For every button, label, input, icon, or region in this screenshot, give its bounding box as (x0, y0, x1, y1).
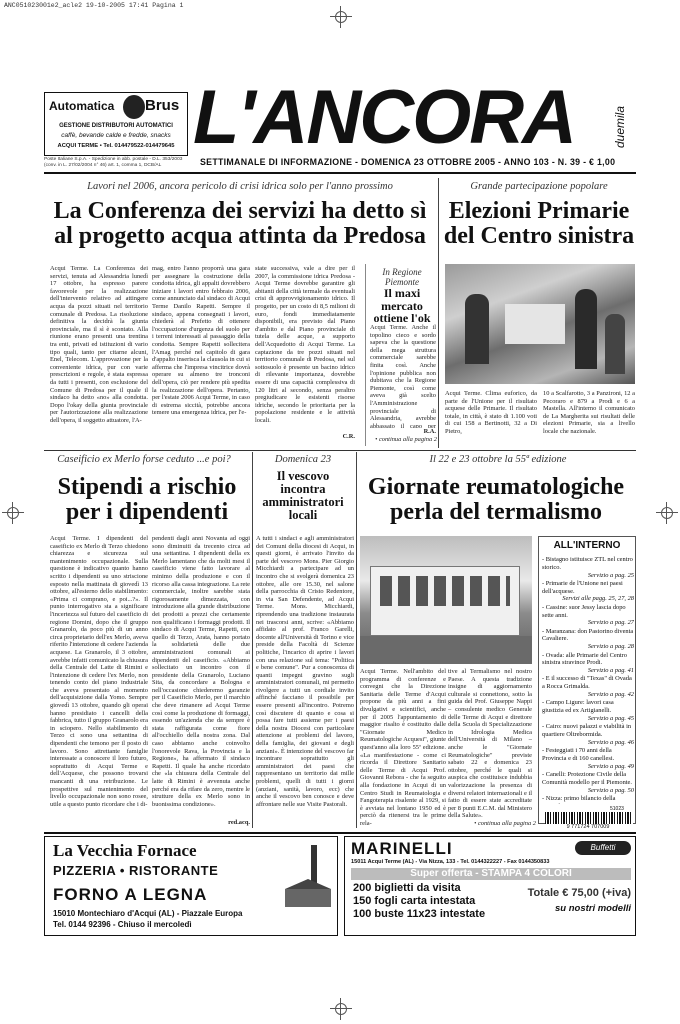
marinelli-item-1: 200 biglietti da visita (353, 882, 461, 894)
story1-headline[interactable]: La Conferenza dei servizi ha detto sì al progetto acqua attinta da Predosa (53, 198, 427, 250)
vescovo-headline[interactable]: Il vescovo incontra amministratori locali (262, 469, 344, 523)
interno-item[interactable]: - Cairo: nuovi palazzi e viabilità in quartiere Oltrebormida. Servizio a pag. 46 (542, 723, 634, 746)
ad-line-3: ACQUI TERME • Tel. 014479522-014479645 (57, 143, 175, 149)
ad-line-1: GESTIONE DISTRIBUTORI AUTOMATICI (59, 123, 173, 129)
primarie-photo (445, 264, 635, 384)
marinelli-price: Totale € 75,00 (+iva) (527, 887, 631, 899)
caseificio-col2: pendenti dagli anni Novanta ad oggi sono diminuiti da trecento circa ad una settantina. I dipendenti della ex Merlo lamentano che da molti mesi il caseificio viene fatto lavorare al minimo della produzione e con il ricorso alla cassa integrazione. La rete commerciale, inoltre sarebbe stata rigorosamente dimezzata, con introduzione alla grande distribuzione dei prodotti a prezzi che certamente non qualificano i formaggi prodotti. Il sindaco di Acqui Terme, Rapetti, con quello di Terzo, Arata, hanno portato la solidarietà delle due amministrazioni comunali ai dipendenti del caseificio. «Abbiamo sollecitato un incontro con il presidente della Granarolo, Luciano Sita, da concordare a Bologna e nell'occasione chiederemo garanzie per il Caseificio Merlo, per il marchio che deve rimanere ad Acqui Terme così come la produzione di formaggi, essendo un'azienda che da sempre è stata raffigurata come fiore all'occhiello della nostra zona. Dal caso abbiamo anche coinvolto l'onorevole Rava, la Provincia e la Regione», ha affermato il sindaco Rapetti. Il quale ha anche ricordato che «la chiusura della Centrale del latte di Rimini è avvenuta anche perché era da rifare da zero, mentre le strutture della ex Merlo sono in buonissima condizione». (152, 535, 250, 808)
primarie-caption: Acqui Terme. Clima euforico, da parte de l'Unione per il risultato acquese delle Primarie. Il risultato totale, in città, è stato di 1.100 voti di cui 158 a Bertinotti, 32 a Di Pietro, (445, 390, 537, 435)
mercato-continue-link[interactable]: • continua alla pagina 2 (375, 436, 437, 443)
footer-rule (44, 832, 636, 834)
interno-item[interactable]: - Ovada: alle Primarie del Centro sinistra stravince Prodi. Servizio a pag. 41 (542, 651, 634, 675)
marinelli-item-2: 150 fogli carta intestata (353, 895, 476, 907)
ad-brand-right: Brus (145, 97, 180, 114)
interno-item[interactable]: - Bistagno istituisce ZTL nel centro storico. Servizio a pag. 25 (542, 556, 634, 579)
fornace-address: 15010 Montechiaro d'Acqui (AL) - Piazzale Europa (53, 909, 243, 918)
fornace-feature: FORNO A LEGNA (53, 885, 208, 904)
section-rule (44, 450, 636, 451)
fornace-name: La Vecchia Fornace (53, 841, 197, 860)
masthead-subtitle: SETTIMANALE DI INFORMAZIONE - DOMENICA 23 OTTOBRE 2005 - ANNO 103 - N. 39 - € 1,00 (200, 157, 616, 167)
story1-col3: state successiva, vale a dire per il 2007, la commissione idrica Predosa - Acqui Terme dovrebbe garantire gli abitanti della città termale da eventuali crisi di approvvigionamento idrico. Il progetto, per un costo di 8,5 milioni di euro, fondi immediatamente disponibili, era previsto dal Piano d'ambito e dal Piano provinciale di tutela delle acque, a supporto dell'Acquedotto di Acqui Terme. La captazione da tre pozzi situati nel territorio comunale di Predosa, nel sul sottosuolo è presente un bacino idrico di rilevante importanza, dovrebbe essere di una capacità complessiva di 120 litri al secondo, senza peraltro pregiudicare le esistenti risorse idriche, secondo le prioritaria per la popolazione residente e le attività locali. (255, 265, 355, 424)
column-divider (438, 178, 439, 448)
marinelli-item-3: 100 buste 11x23 intestate (353, 908, 486, 920)
termalismo-kicker: Il 22 e 23 ottobre la 55ª edizione (429, 454, 567, 465)
ad-mascot-icon (123, 95, 145, 119)
ad-automatica-brus[interactable] (44, 92, 188, 156)
vescovo-body: A tutti i sindaci e agli amministratori dei Comuni della diocesi di Acqui, in questi giorni, è arrivato l'invito da parte del vescovo Mons. Pier Giorgio Micchiardi a partecipare ad un incontro che si svolgerà domenica 23 ottobre, alle ore 15.30, nel salone della parrocchia di Cristo Redentore, in via San Defendente, ad Acqui Terme. Mons. Micchiardi, riprendendo una tradizione instaurata nei trascorsi anni, scrive: «Abbiamo affidato al prof. Franco Garelli, docente all'Università di Torino e vice preside della Facoltà di Scienze politiche, l'incarico di aprire i lavori con una relazione sul tema: "Politica e bene comune". Pur a conoscenza di quanti impegni gravino sugli amministratori comunali, mi permetto rivolgere a tutti un cordiale invito affinché facciano il possibile per essere presenti all'incontro. Potremo così discutere di quanto e cosa si possa fare tutti assieme per i paesi della nostra Diocesi con particolare attenzione ai problemi del lavoro, della famiglia, dei giovani e degli anziani». È intenzione del vescovo far incontrare soprattutto gli amministratori dei paesi che rappresentano un territorio dai mille problemi, quelli di tutti i giorni (anziani, sanità, lavoro, ecc) che anche il vescovo ben conosce e deve affrontare nelle sue Visite Pastorali. (256, 535, 354, 808)
column-divider-2 (252, 452, 253, 828)
chimney-icon (281, 845, 335, 907)
barcode-icon (545, 812, 633, 824)
ad-marinelli[interactable] (344, 836, 636, 936)
interno-item[interactable]: - Primarie de l'Unione nei paesi dell'acquese. Servizi alle pagg. 25, 27, 28 (542, 579, 634, 603)
marinelli-tag: su nostri modelli (554, 903, 631, 914)
ad-brand-left: Automatica (49, 99, 115, 113)
crop-mark-left (2, 502, 24, 524)
mercato-body: Acqui Terme. Anche il topolino cieco e sordo sapeva che la questione della mega struttura commerciale sarebbe finita così. Anche l'opinione pubblica non dubitava che la Regione Piemonte, così come aveva già scelto l'Amministrazione provinciale di Alessandria, avrebbe abbassato il capo per (370, 324, 436, 428)
interno-item[interactable]: - Campo Ligure: lavori casa giustizia ed ex Artigianelli. Servizio a pag. 45 (542, 699, 634, 722)
primarie-headline[interactable]: Elezioni Primarie del Centro sinistra (443, 198, 635, 250)
masthead-side: duemila (613, 105, 627, 148)
marinelli-offer: Super offerta - STAMPA 4 COLORI (351, 868, 631, 880)
ad-line-2: caffè, bevande calde e fredde, snacks (61, 132, 171, 139)
marinelli-address: 15011 Acqui Terme (AL) - Via Nizza, 133 - Tel. 0144322227 - Fax 0144350833 (351, 859, 550, 865)
masthead-rule (44, 172, 636, 174)
caseificio-kicker: Caseificio ex Merlo forse ceduto ...e poi? (57, 454, 231, 465)
crop-mark-top (330, 6, 352, 28)
print-slug: ANC051023001e2_acle2 19-10-2005 17:41 Pagina 1 (4, 2, 184, 9)
postal-notice: Poste Italiane S.p.A. - Spedizione in abb. postale - D.L. 353/2003 (conv. in L. 27/02/2004 n° 46) art. 1, comma 1, DCB/AL (44, 157, 183, 168)
interno-item[interactable]: - Canelli: Protezione Civile della Comunità modello per il Piemonte. Servizio a pag. 50 (542, 771, 634, 794)
story1-kicker: Lavori nel 2006, ancora pericolo di crisi idrica solo per l'anno prossimo (87, 181, 393, 192)
caseificio-headline[interactable]: Stipendi a rischio per i dipendenti (57, 474, 237, 526)
story1-col2: mag, entro l'anno proporrà una gara per assegnare la costruzione della condotta idrica, gli appalti dovrebbero iniziare i lavori entro febbraio 2006, come annunciato dal sindaco di Acqui Terme Danilo Rapetti. Sempre il sindaco, appena consegnati i lavori, chiederà al Prefetto di ottenere l'occupazione d'urgenza del suolo per i terreni interessati al passaggio della condotta. Sempre Rapetti sollecitera l'Amag perché nel capitolo di gara d'appalto inserisca la clausola in cui si afferma che l'impresa vincitrice dovrà operare su almeno tre tronconi dell'opera, ciò per rendere più spedita la realizzazione dell'opera. Pertanto, per l'estate 2006 Acqui Terme, in caso di estrema siccità, potrebbe ancora temere una emergenza idrica, per l'e- (152, 265, 250, 417)
interno-title: ALL'INTERNO (553, 540, 621, 551)
crop-mark-right (656, 502, 678, 524)
interno-list (542, 556, 634, 804)
primarie-col2: 10 a Scalfarotto, 3 a Panzironi, 12 a Pecoraro e 879 a Prodi e 6 a Mastella. All'interno il comunicato de La Margherita sui risultati delle elezioni Primarie, sia a livello locale che nazionale. (543, 390, 635, 435)
crop-mark-bottom (330, 998, 352, 1020)
termalismo-continue-link[interactable]: • continua alla pagina 2 (474, 820, 536, 827)
interno-item[interactable]: - Festeggiati i 70 anni della Provincia e di 160 canellesi. Servizio a pag. 49 (542, 747, 634, 770)
vescovo-kicker: Domenica 23 (274, 454, 332, 465)
termalismo-col1: Acqui Terme. Nell'ambito del programma di conferenze e convegni che la Direzione Sanitaria delle Terme d'Acqui propone da più anni a fini divulgativi e scientifici, anche per il 2005 l'appuntamento di maggior risalto è costituito dalle "Giornate Medico Reumatologiche Acquesi", giunte quest'anno alla loro 55ª edizione. «La manifestazione - come ci ricorda il Direttore Sanitario delle Terme di Acqui Prof. Giovanni Rebora - che fa seguito alla fondazione in Acqui di un Centro Studi in Reumatologia e Fangoterapia risalente al 1929, si è avviata nel lontano 1950 ed è perciò da ritenersi tra le prime rela- (360, 668, 446, 827)
fornace-phone: Tel. 0144 92396 - Chiuso il mercoledì (53, 920, 192, 929)
interno-item[interactable]: - Nizza: primo bilancio della (542, 794, 616, 802)
caseificio-signature: red.acq. (228, 819, 250, 826)
termalismo-photo (360, 536, 532, 664)
primarie-kicker: Grande partecipazione popolare (470, 181, 608, 192)
caseificio-col1: Acqui Terme. I dipendenti del caseificio ex Merlo di Terzo chiedono chiarezza e sicurezza sul mantenimento occupazionale. Sulla questione è indicativo quanto hanno scritto i dipendenti su uno striscione esposto nella mattinata di giovedì 13 ottobre, all'esterno dello stabilimento: «Prima ci comprano, e poi...?». Il punto interrogativo sta a significare l'incertezza sul futuro del caseificio di regione Domini, dopo che il gruppo Granarolo, da poco più di un anno circa proprietario dell'ex Merlo, aveva riferito l'intenzione di cedere l'azienda acquese. La Granarolo, il 3 ottobre, avrebbe infatti comunicato la chiusura della Centrale del Latte di Rimini e l'intenzione di cedere l'ex Merlo, non tenendo conto del piano industriale che aveva presentato al momento dell'acquisizione dalla Yomo. Sempre giovedì 13 ottobre, quando gli operai hanno presidiato i cancelli della fabbrica, tutto il gruppo Granarolo era in sciopero. Nello stabilimento di Terzo ci sono una settantina di dipendenti che temono per il posto di lavoro. Sono attrettante famiglie interessate a conoscere il loro futuro, soprattutto di Acqui Terme e dell'Acquese, che possono trovarsi mancanti di una retribuzione. Le prospettive sul mantenimento del livello occupazionale non sono rosee, utile a questo punto ricordare che i di- (50, 535, 148, 808)
story1-signature: C.R. (342, 433, 355, 440)
masthead-title: L'ANCORA (193, 75, 576, 160)
fornace-type: PIZZERIA • RISTORANTE (53, 863, 219, 878)
marinelli-name: MARINELLI (351, 839, 453, 858)
barcode-number: 9 771724 707009 (566, 824, 610, 830)
termalismo-col2: tive al Termalismo nel nostro Paese. A questa tradizione insigne di aggiornamento culturale si connettono, sotto la guida del Prof. Giuseppe Nappi – consulente medico Generale delle Terme di Acqui e direttore della Scuola di Specializzazione in Idrologia Medica dell'Università di Milano – anche le "Giornate Reumatologiche" previste sabato 22 e domenica 23 ottobre, perché le quali si auspica che costituisce indubbia valorizzazione la presenza di diversi relatori internazionali e il fatto di essere state accreditate per 8 punti E.C.M. dal Ministero della Salute». (448, 668, 532, 820)
interno-item[interactable]: - E il successo di "Texas" di Ovada a Rocca Grimalda. Servizio a pag. 42 (542, 675, 634, 699)
buffetti-logo: Buffetti (575, 841, 631, 855)
mercato-kicker: In Regione Piemonte (382, 267, 422, 287)
termalismo-headline[interactable]: Giornate reumatologiche perla del termalismo (367, 474, 625, 526)
interno-item[interactable]: - Cassine: suor Jessy lascia dopo sette anni. Servizio a pag. 27 (542, 603, 634, 627)
interno-item[interactable]: - Maranzana: don Pastorino diventa Cavaliere. Servizio a pag. 28 (542, 627, 634, 651)
barcode-issue: 51023 (610, 806, 624, 812)
ad-fornace[interactable] (44, 836, 338, 936)
mercato-signature: R.A. (423, 428, 436, 435)
mercato-headline[interactable]: Il maxi mercato ottiene l'ok (373, 286, 431, 326)
story1-col1: Acqui Terme. La Conferenza dei servizi, tenuta ad Alessandria lunedì 17 ottobre, ha espresso parere favorevole per la realizzazione dell'intervento relativo ad attingere acqua da pozzi situati nel territorio comunale di Predosa. La risoluzione definitiva la decidrà la giunta provinciale, ma il sì è scontato. Alla riunione erano presenti una trentina tra enti, privati ed istituzioni di vario tipo quali, tanto per citarne alcuni, Enel, Telecom. L'approvazione per la conveniente idrica, pur con varie prescrizioni e regole, è stata espressa da tutti i presenti, con esclusione del Comune di Predosa per il quale il sindaco ha detto «no» alla condotta. Dopo l'okay della giunta provinciale per l'autorizzazione alla realizzazione dell'opera, il soggetto attuatore, l'A- (50, 265, 148, 424)
